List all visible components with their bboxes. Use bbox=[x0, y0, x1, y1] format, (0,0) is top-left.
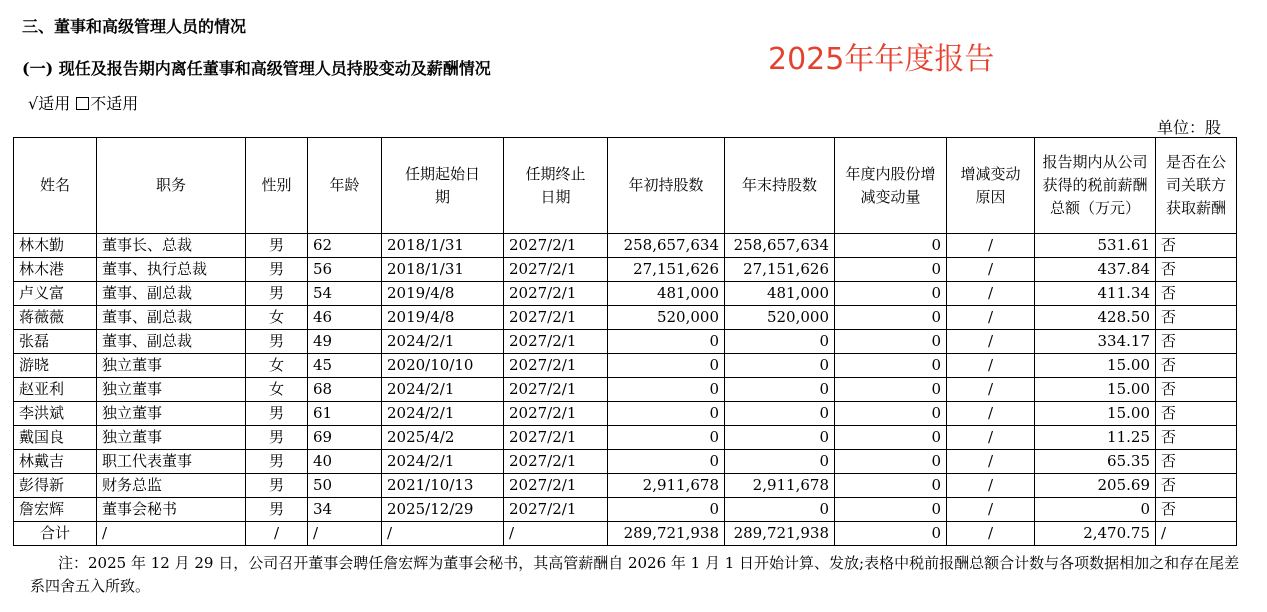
table-cell: 0 bbox=[725, 402, 835, 426]
column-header: 是否在公司关联方获取薪酬 bbox=[1156, 138, 1237, 234]
table-cell: 男 bbox=[246, 498, 308, 522]
table-cell: 否 bbox=[1156, 306, 1237, 330]
table-footnote: 注：2025 年 12 月 29 日，公司召开董事会聘任詹宏辉为董事会秘书，其高管薪酬自 2026 年 1 月 1 日开始计算、发放;表格中税前报酬总额合计数与各项数据相加之和存在尾差系四舍五入所致。 bbox=[30, 554, 1240, 595]
table-cell: 437.84 bbox=[1035, 258, 1156, 282]
table-total-row bbox=[14, 522, 1237, 546]
table-cell: 独立董事 bbox=[97, 426, 246, 450]
table-cell: 否 bbox=[1156, 426, 1237, 450]
table-row bbox=[14, 282, 1237, 306]
table-cell: 董事、副总裁 bbox=[97, 282, 246, 306]
table-cell: 0 bbox=[835, 354, 947, 378]
report-title-label: 2025年年度报告 bbox=[768, 42, 995, 77]
unit-label: 单位：股 bbox=[1157, 118, 1222, 137]
table-cell: 531.61 bbox=[1035, 234, 1156, 258]
table-cell: 2027/2/1 bbox=[504, 426, 608, 450]
table-cell: / bbox=[947, 282, 1035, 306]
table-row bbox=[14, 234, 1237, 258]
table-cell: 0 bbox=[608, 402, 725, 426]
table-cell: 61 bbox=[308, 402, 382, 426]
checkmark-icon: √ bbox=[28, 94, 39, 113]
table-row bbox=[14, 258, 1237, 282]
table-cell: 2019/4/8 bbox=[382, 282, 504, 306]
table-cell: 15.00 bbox=[1035, 354, 1156, 378]
column-header: 年初持股数 bbox=[608, 138, 725, 234]
table-cell: 李洪斌 bbox=[14, 402, 97, 426]
table-cell: 否 bbox=[1156, 498, 1237, 522]
table-cell: 董事、执行总裁 bbox=[97, 258, 246, 282]
table-cell: 0 bbox=[725, 330, 835, 354]
table-cell: 否 bbox=[1156, 378, 1237, 402]
table-cell: 男 bbox=[246, 282, 308, 306]
table-cell: 职工代表董事 bbox=[97, 450, 246, 474]
applies-option-label: 适用 bbox=[38, 94, 71, 113]
table-cell: / bbox=[947, 402, 1035, 426]
table-cell: 65.35 bbox=[1035, 450, 1156, 474]
table-cell: 0 bbox=[608, 498, 725, 522]
table-cell: 0 bbox=[608, 426, 725, 450]
table-cell: 男 bbox=[246, 474, 308, 498]
table-cell: 0 bbox=[1035, 498, 1156, 522]
table-cell: 411.34 bbox=[1035, 282, 1156, 306]
table-cell: 34 bbox=[308, 498, 382, 522]
table-cell: 男 bbox=[246, 402, 308, 426]
table-cell: 2019/4/8 bbox=[382, 306, 504, 330]
table-cell: 334.17 bbox=[1035, 330, 1156, 354]
table-cell: 董事长、总裁 bbox=[97, 234, 246, 258]
table-cell: 否 bbox=[1156, 282, 1237, 306]
table-cell: 289,721,938 bbox=[725, 522, 835, 546]
table-cell: 独立董事 bbox=[97, 378, 246, 402]
table-cell: 2027/2/1 bbox=[504, 474, 608, 498]
table-cell: 林戴吉 bbox=[14, 450, 97, 474]
table-cell: / bbox=[947, 498, 1035, 522]
table-cell: 40 bbox=[308, 450, 382, 474]
table-cell: / bbox=[246, 522, 308, 546]
table-row bbox=[14, 474, 1237, 498]
table-cell: 68 bbox=[308, 378, 382, 402]
section-heading: 三、董事和高级管理人员的情况 bbox=[22, 17, 247, 36]
table-cell: 0 bbox=[725, 426, 835, 450]
table-cell: / bbox=[947, 426, 1035, 450]
table-cell: 56 bbox=[308, 258, 382, 282]
table-cell: 彭得新 bbox=[14, 474, 97, 498]
table-cell: / bbox=[947, 306, 1035, 330]
table-cell: 520,000 bbox=[725, 306, 835, 330]
table-cell: 否 bbox=[1156, 402, 1237, 426]
table-cell: 0 bbox=[835, 498, 947, 522]
table-row bbox=[14, 426, 1237, 450]
table-cell: 林木港 bbox=[14, 258, 97, 282]
subsection-heading: (一) 现任及报告期内离任董事和高级管理人员持股变动及薪酬情况 bbox=[22, 59, 491, 78]
table-cell: 2018/1/31 bbox=[382, 258, 504, 282]
column-header: 任期终止日期 bbox=[504, 138, 608, 234]
table-cell: / bbox=[382, 522, 504, 546]
table-cell: 0 bbox=[725, 498, 835, 522]
table-cell: 0 bbox=[608, 378, 725, 402]
table-cell: 45 bbox=[308, 354, 382, 378]
table-cell: 0 bbox=[835, 474, 947, 498]
table-cell: 戴国良 bbox=[14, 426, 97, 450]
table-cell: 0 bbox=[608, 450, 725, 474]
table-cell: 合计 bbox=[14, 522, 97, 546]
table-cell: 男 bbox=[246, 450, 308, 474]
table-cell: 女 bbox=[246, 306, 308, 330]
table-cell: 2027/2/1 bbox=[504, 402, 608, 426]
column-header: 姓名 bbox=[14, 138, 97, 234]
table-cell: / bbox=[947, 354, 1035, 378]
table-cell: 2025/4/2 bbox=[382, 426, 504, 450]
applicability-options bbox=[28, 91, 138, 114]
table-cell: 0 bbox=[608, 330, 725, 354]
table-cell: 张磊 bbox=[14, 330, 97, 354]
column-header: 职务 bbox=[97, 138, 246, 234]
table-cell: 男 bbox=[246, 234, 308, 258]
table-cell: 卢义富 bbox=[14, 282, 97, 306]
table-cell: 男 bbox=[246, 258, 308, 282]
table-cell: 独立董事 bbox=[97, 402, 246, 426]
table-cell: 15.00 bbox=[1035, 378, 1156, 402]
table-cell: 2,911,678 bbox=[725, 474, 835, 498]
table-cell: 46 bbox=[308, 306, 382, 330]
table-cell: 520,000 bbox=[608, 306, 725, 330]
table-cell: / bbox=[947, 378, 1035, 402]
table-row bbox=[14, 330, 1237, 354]
table-cell: 49 bbox=[308, 330, 382, 354]
table-cell: 481,000 bbox=[725, 282, 835, 306]
table-cell: 0 bbox=[835, 402, 947, 426]
table-cell: 2,911,678 bbox=[608, 474, 725, 498]
table-cell: 27,151,626 bbox=[608, 258, 725, 282]
table-cell: 2027/2/1 bbox=[504, 450, 608, 474]
table-cell: 258,657,634 bbox=[608, 234, 725, 258]
table-cell: / bbox=[947, 330, 1035, 354]
table-cell: 0 bbox=[725, 354, 835, 378]
table-cell: 27,151,626 bbox=[725, 258, 835, 282]
table-cell: 2027/2/1 bbox=[504, 234, 608, 258]
table-cell: 2024/2/1 bbox=[382, 450, 504, 474]
column-header: 性别 bbox=[246, 138, 308, 234]
table-cell: 2,470.75 bbox=[1035, 522, 1156, 546]
column-header: 任期起始日期 bbox=[382, 138, 504, 234]
table-cell: 0 bbox=[835, 426, 947, 450]
table-cell: 0 bbox=[725, 450, 835, 474]
table-cell: 否 bbox=[1156, 474, 1237, 498]
table-row bbox=[14, 402, 1237, 426]
column-header: 年末持股数 bbox=[725, 138, 835, 234]
table-cell: 2027/2/1 bbox=[504, 498, 608, 522]
table-cell: 0 bbox=[725, 378, 835, 402]
table-cell: 董事、副总裁 bbox=[97, 306, 246, 330]
table-cell: 否 bbox=[1156, 330, 1237, 354]
empty-checkbox-icon bbox=[76, 97, 89, 110]
table-cell: / bbox=[947, 234, 1035, 258]
table-cell: 0 bbox=[835, 306, 947, 330]
table-cell: / bbox=[308, 522, 382, 546]
table-cell: 2024/2/1 bbox=[382, 330, 504, 354]
column-header: 年龄 bbox=[308, 138, 382, 234]
table-row bbox=[14, 354, 1237, 378]
table-cell: 2027/2/1 bbox=[504, 378, 608, 402]
table-cell: / bbox=[947, 474, 1035, 498]
table-cell: / bbox=[947, 450, 1035, 474]
table-cell: 2018/1/31 bbox=[382, 234, 504, 258]
table-cell: 50 bbox=[308, 474, 382, 498]
table-cell: 0 bbox=[835, 522, 947, 546]
table-cell: / bbox=[947, 258, 1035, 282]
table-cell: 女 bbox=[246, 378, 308, 402]
table-cell: 2021/10/13 bbox=[382, 474, 504, 498]
table-header-row bbox=[14, 138, 1237, 234]
table-cell: 独立董事 bbox=[97, 354, 246, 378]
table-cell: 董事、副总裁 bbox=[97, 330, 246, 354]
table-cell: 0 bbox=[608, 354, 725, 378]
table-cell: / bbox=[947, 522, 1035, 546]
table-row bbox=[14, 378, 1237, 402]
table-cell: 游晓 bbox=[14, 354, 97, 378]
table-cell: 否 bbox=[1156, 354, 1237, 378]
table-cell: 2027/2/1 bbox=[504, 258, 608, 282]
table-cell: 54 bbox=[308, 282, 382, 306]
not-applies-option-label: 不适用 bbox=[90, 94, 139, 113]
table-cell: 481,000 bbox=[608, 282, 725, 306]
table-cell: 0 bbox=[835, 282, 947, 306]
table-cell: 0 bbox=[835, 378, 947, 402]
table-cell: 0 bbox=[835, 234, 947, 258]
table-row bbox=[14, 450, 1237, 474]
table-cell: 女 bbox=[246, 354, 308, 378]
table-cell: 否 bbox=[1156, 234, 1237, 258]
table-cell: 62 bbox=[308, 234, 382, 258]
table-cell: 财务总监 bbox=[97, 474, 246, 498]
table-cell: / bbox=[504, 522, 608, 546]
column-header: 报告期内从公司获得的税前薪酬总额（万元） bbox=[1035, 138, 1156, 234]
table-cell: 2025/12/29 bbox=[382, 498, 504, 522]
table-cell: 2027/2/1 bbox=[504, 354, 608, 378]
table-cell: / bbox=[97, 522, 246, 546]
table-cell: 2027/2/1 bbox=[504, 306, 608, 330]
table-cell: 男 bbox=[246, 330, 308, 354]
table-cell: 428.50 bbox=[1035, 306, 1156, 330]
table-cell: 董事会秘书 bbox=[97, 498, 246, 522]
table-cell: 11.25 bbox=[1035, 426, 1156, 450]
table-cell: 69 bbox=[308, 426, 382, 450]
table-cell: 否 bbox=[1156, 258, 1237, 282]
table-row bbox=[14, 498, 1237, 522]
table-cell: 15.00 bbox=[1035, 402, 1156, 426]
table-cell: 2024/2/1 bbox=[382, 402, 504, 426]
table-cell: 2024/2/1 bbox=[382, 378, 504, 402]
table-cell: 林木勤 bbox=[14, 234, 97, 258]
table-cell: 258,657,634 bbox=[725, 234, 835, 258]
table-cell: 2020/10/10 bbox=[382, 354, 504, 378]
table-cell: 0 bbox=[835, 450, 947, 474]
table-cell: / bbox=[1156, 522, 1237, 546]
executive-shareholding-table bbox=[13, 137, 1237, 546]
table-cell: 赵亚利 bbox=[14, 378, 97, 402]
table-cell: 否 bbox=[1156, 450, 1237, 474]
table-row bbox=[14, 306, 1237, 330]
table-cell: 蒋薇薇 bbox=[14, 306, 97, 330]
table-cell: 男 bbox=[246, 426, 308, 450]
table-cell: 289,721,938 bbox=[608, 522, 725, 546]
table-cell: 0 bbox=[835, 330, 947, 354]
table-cell: 205.69 bbox=[1035, 474, 1156, 498]
column-header: 年度内股份增减变动量 bbox=[835, 138, 947, 234]
column-header: 增减变动原因 bbox=[947, 138, 1035, 234]
table-cell: 0 bbox=[835, 258, 947, 282]
table-cell: 詹宏辉 bbox=[14, 498, 97, 522]
table-cell: 2027/2/1 bbox=[504, 282, 608, 306]
table-cell: 2027/2/1 bbox=[504, 330, 608, 354]
